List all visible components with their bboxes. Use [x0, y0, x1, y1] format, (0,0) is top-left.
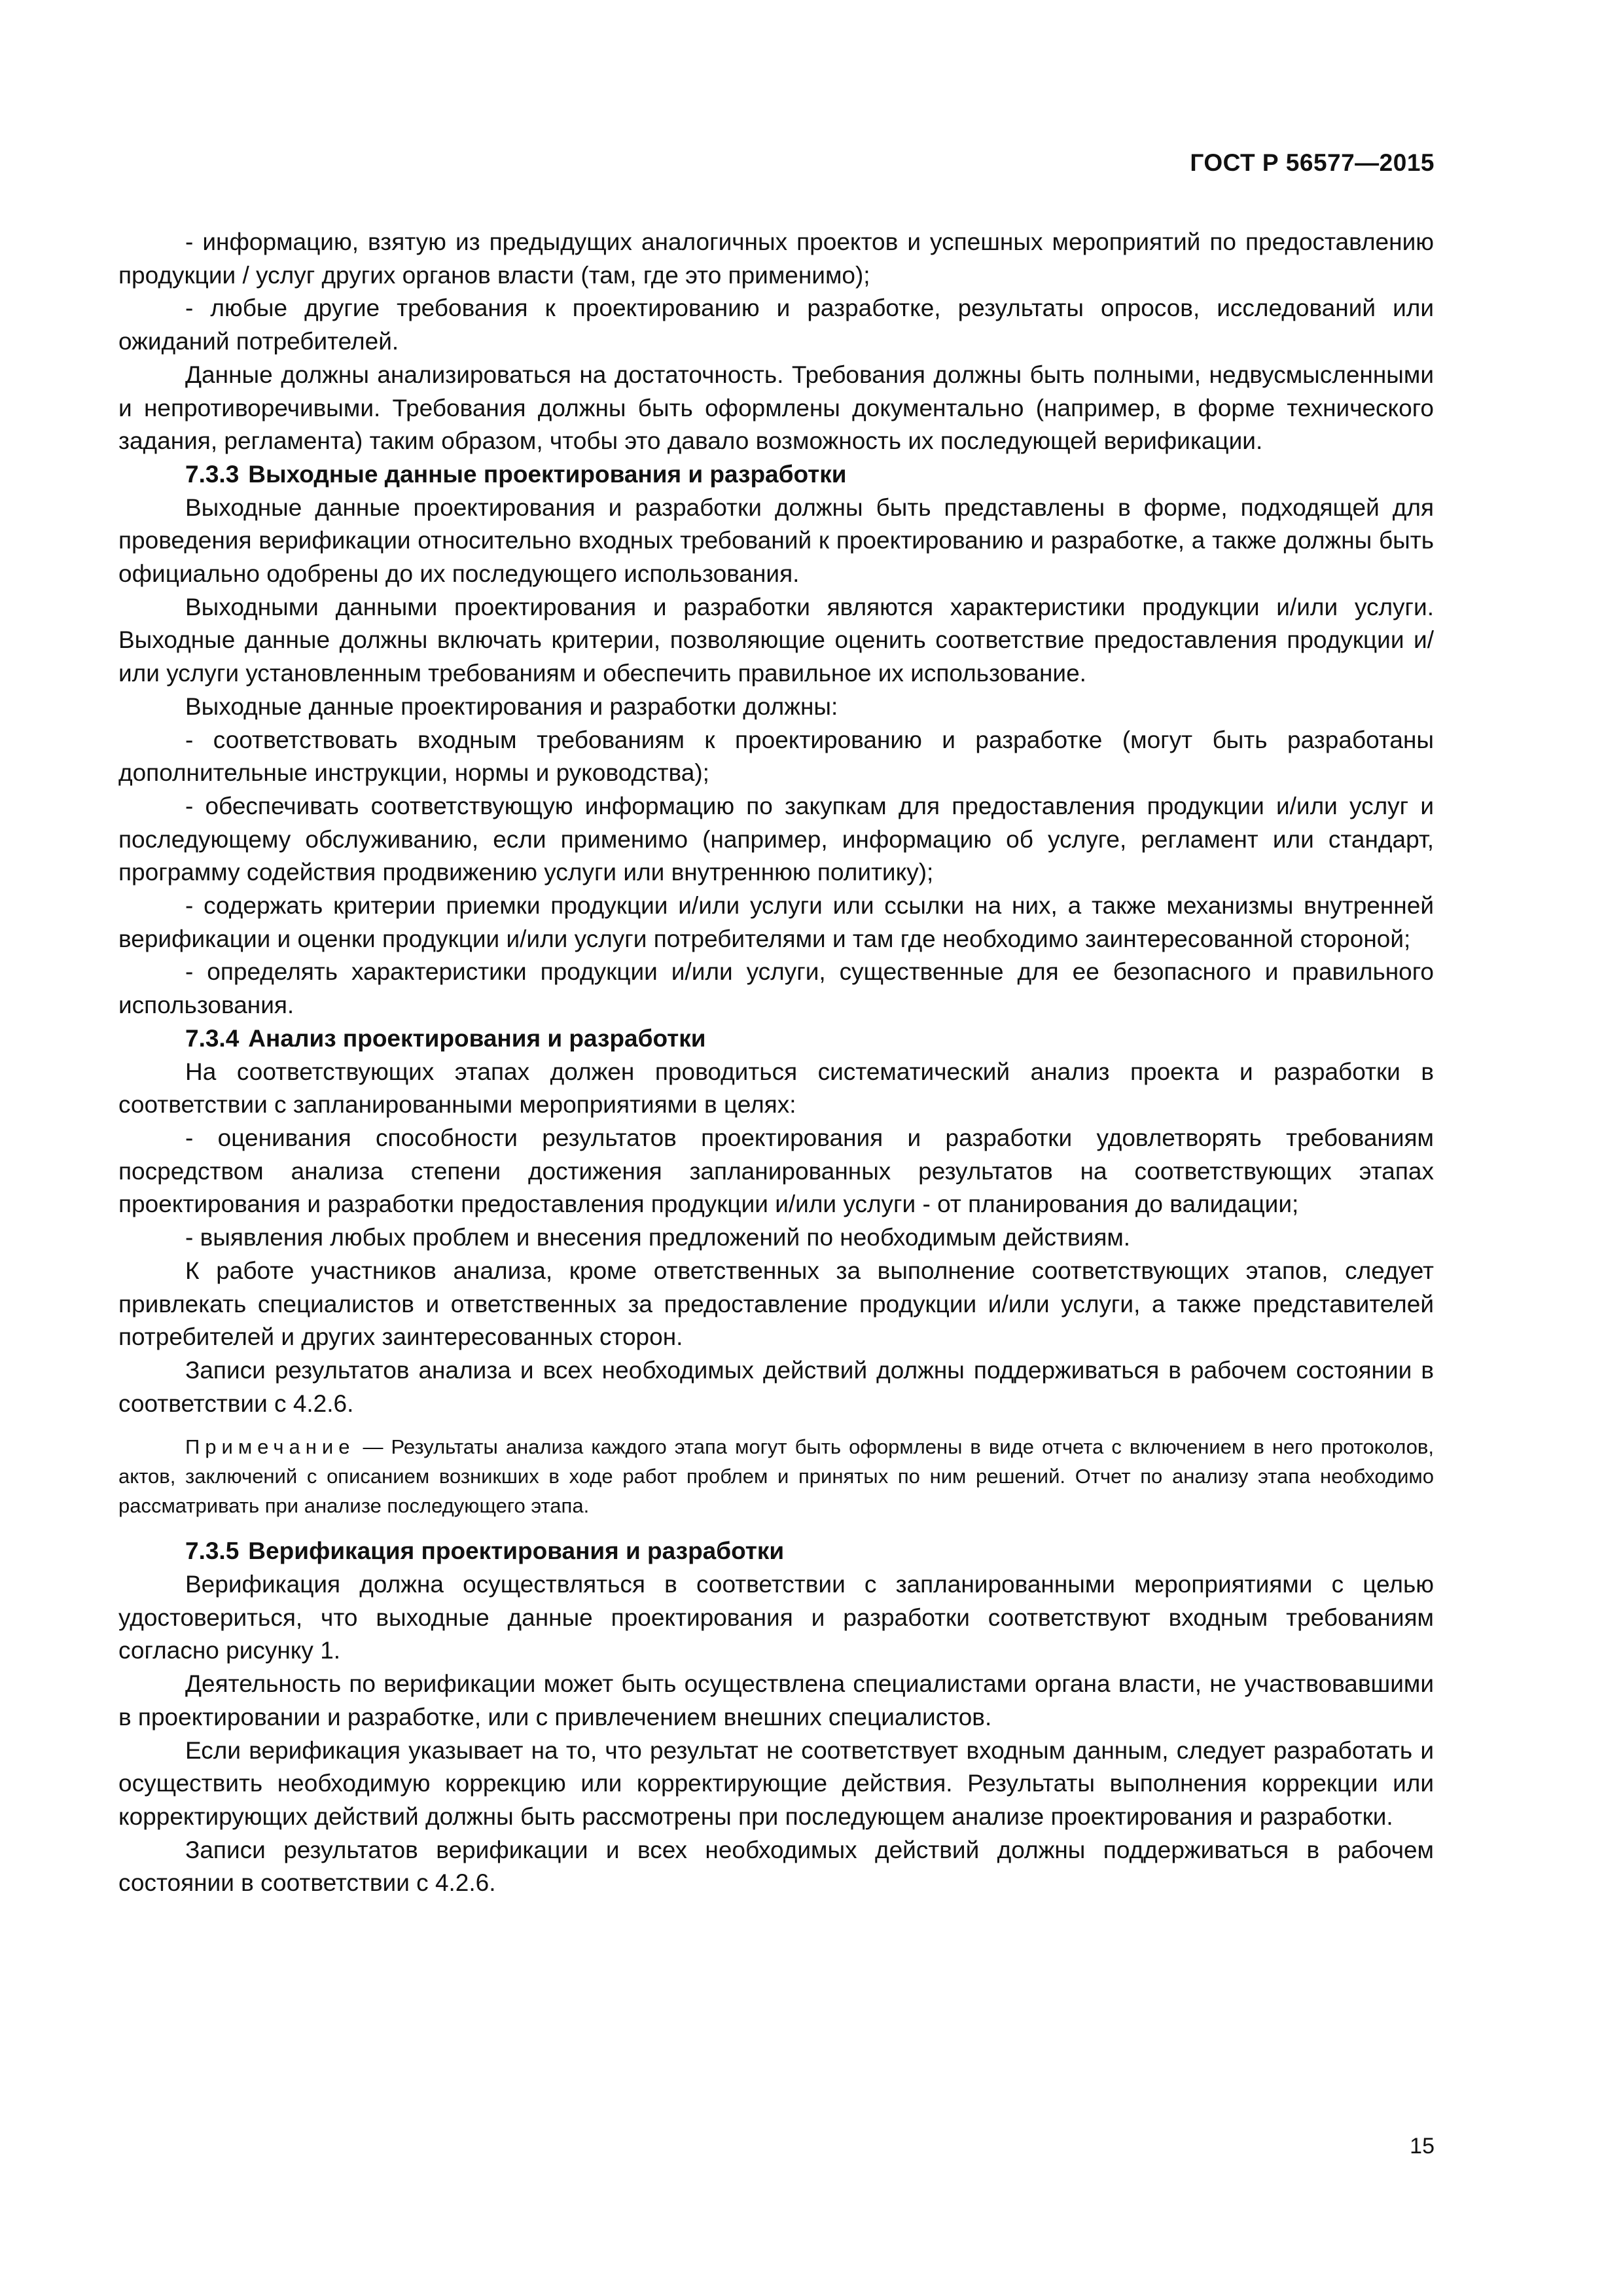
- paragraph: Выходные данные проектирования и разработки должны быть представлены в форме, подходящей для проведения верификации относительно входных требований к проектированию и разработке, а также должны быть официально одобрены до их последующего использования.: [118, 493, 1434, 588]
- section-heading-7-3-5: [118, 1535, 1434, 1568]
- paragraph: Верификация должна осуществляться в соответствии с запланированными мероприятиями с целью удостовериться, что выходные данные проектирования и разработки соответствуют входным требованиям согласно рисунку 1.: [118, 1571, 1434, 1664]
- section-heading-7-3-4: [118, 1022, 1434, 1056]
- paragraph: - любые другие требования к проектированию и разработке, результаты опросов, исследований или ожиданий потребителей.: [118, 295, 1434, 355]
- section-number: 7.3.4: [185, 1024, 240, 1052]
- note-text: — Результаты анализа каждого этапа могут быть оформлены в виде отчета с включением в него протоколов, актов, заключений с описанием возникших в ходе работ проблем и принятых по ним решений. Отчет по анализу этапа необходимо рассматривать при анализе последующего этапа.: [118, 1435, 1434, 1518]
- section-title: Верификация проектирования и разработки: [248, 1537, 785, 1565]
- paragraph: На соответствующих этапах должен проводиться систематический анализ проекта и разработки в соответствии с запланированными мероприятиями в целях:: [118, 1058, 1434, 1119]
- paragraph: Выходные данные проектирования и разработки должны:: [185, 692, 838, 720]
- paragraph: Записи результатов анализа и всех необходимых действий должны поддерживаться в рабочем состоянии в соответствии с 4.2.6.: [118, 1356, 1434, 1417]
- paragraph: - обеспечивать соответствующую информацию по закупкам для предоставления продукции и/или услуг и последующему обслуживанию, если применимо (например, информацию об услуге, регламент или стандарт, программу содействия продвижению услуги или внутреннюю политику);: [118, 792, 1434, 886]
- page-number: 15: [1410, 2134, 1435, 2159]
- paragraph: Если верификация указывает на то, что результат не соответствует входным данным, следует разработать и осуществить необходимую коррекцию или корректирующие действия. Результаты выполнения коррекции или корректирующих действий должны быть рассмотрены при последующем анализе проектирования и разработки.: [118, 1736, 1434, 1830]
- paragraph: Деятельность по верификации может быть осуществлена специалистами органа власти, не участвовавшими в проектировании и разработке, или с привлечением внешних специалистов.: [118, 1670, 1434, 1731]
- standard-header: ГОСТ Р 56577—2015: [1190, 149, 1435, 176]
- paragraph: - определять характеристики продукции и/или услуги, существенные для ее безопасного и правильного использования.: [118, 958, 1434, 1019]
- document-body: [118, 226, 1434, 1900]
- note: [118, 1432, 1434, 1520]
- section-number: 7.3.5: [185, 1537, 240, 1565]
- paragraph: - информацию, взятую из предыдущих аналогичных проектов и успешных мероприятий по предоставлению продукции / услуг других органов власти (там, где это применимо);: [118, 228, 1434, 289]
- paragraph: Выходными данными проектирования и разработки являются характеристики продукции и/или услуги. Выходные данные должны включать критерии, позволяющие оценить соответствие предоставления продукции и/или услуги установленным требованиям и обеспечить правильное их использование.: [118, 593, 1434, 687]
- section-heading-7-3-3: [118, 458, 1434, 492]
- paragraph: - выявления любых проблем и внесения предложений по необходимым действиям.: [185, 1224, 1131, 1251]
- paragraph: Записи результатов верификации и всех необходимых действий должны поддерживаться в рабочем состоянии в соответствии с 4.2.6.: [118, 1836, 1434, 1897]
- paragraph: Данные должны анализироваться на достаточность. Требования должны быть полными, недвусмысленными и непротиворечивыми. Требования должны быть оформлены документально (например, в форме технического задания, регламента) таким образом, чтобы это давало возможность их последующей верификации.: [118, 361, 1434, 455]
- paragraph: - оценивания способности результатов проектирования и разработки удовлетворять требованиям посредством анализа степени достижения запланированных результатов на соответствующих этапах проектирования и разработки предоставления продукции и/или услуги - от планирования до валидации;: [118, 1124, 1434, 1218]
- section-title: Анализ проектирования и разработки: [248, 1024, 706, 1052]
- section-number: 7.3.3: [185, 460, 240, 488]
- paragraph: К работе участников анализа, кроме ответственных за выполнение соответствующих этапов, следует привлекать специалистов и ответственных за предоставление продукции и/или услуги, а также представителей потребителей и других заинтересованных сторон.: [118, 1257, 1434, 1351]
- paragraph: - содержать критерии приемки продукции и/или услуги или ссылки на них, а также механизмы внутренней верификации и оценки продукции и/или услуги потребителями и там где необходимо заинтересованной стороной;: [118, 892, 1434, 952]
- section-title: Выходные данные проектирования и разработки: [248, 460, 847, 488]
- note-label: Примечание: [185, 1435, 355, 1459]
- paragraph: - соответствовать входным требованиям к проектированию и разработке (могут быть разработаны дополнительные инструкции, нормы и руководства);: [118, 726, 1434, 787]
